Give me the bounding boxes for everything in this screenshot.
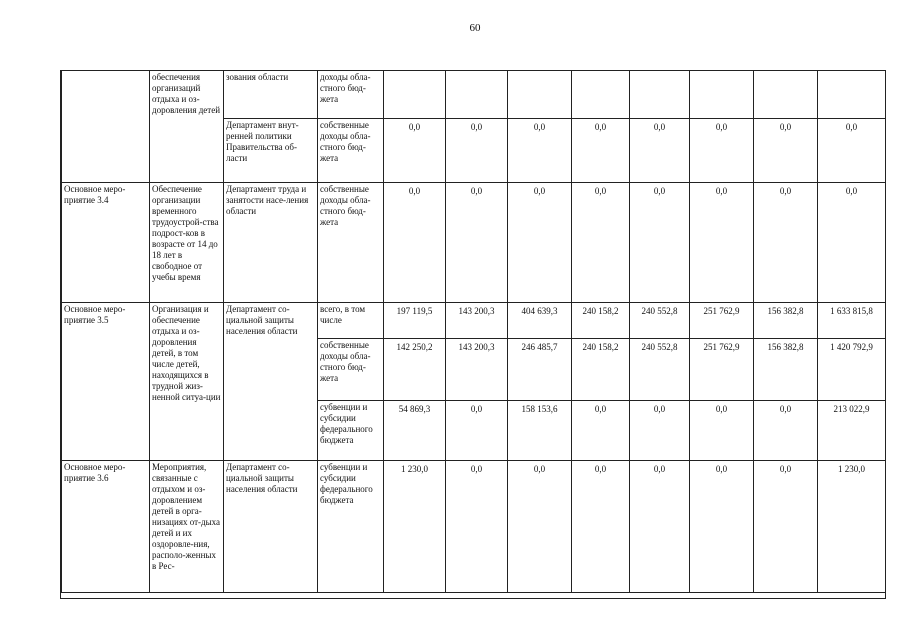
value-cell: 0,0 bbox=[572, 401, 630, 461]
value-cell: 54 869,3 bbox=[384, 401, 446, 461]
funding-source-cell: собственные доходы обла-стного бюд-жета bbox=[318, 339, 384, 401]
code-cell: Основное меро-приятие 3.4 bbox=[62, 183, 150, 303]
value-cell bbox=[572, 71, 630, 119]
value-cell: 0,0 bbox=[508, 119, 572, 183]
value-cell: 404 639,3 bbox=[508, 303, 572, 339]
value-cell bbox=[630, 71, 690, 119]
value-cell: 240 552,8 bbox=[630, 303, 690, 339]
value-cell: 143 200,3 bbox=[446, 303, 508, 339]
value-cell: 251 762,9 bbox=[690, 339, 754, 401]
value-cell: 213 022,9 bbox=[818, 401, 886, 461]
funding-source-cell: собственные доходы обла-стного бюд-жета bbox=[318, 183, 384, 303]
value-cell: 0,0 bbox=[754, 401, 818, 461]
value-cell: 0,0 bbox=[630, 401, 690, 461]
value-cell: 156 382,8 bbox=[754, 339, 818, 401]
value-cell: 1 420 792,9 bbox=[818, 339, 886, 401]
funding-source-cell: всего, в том числе bbox=[318, 303, 384, 339]
funding-source-cell: собственные доходы обла-стного бюд-жета bbox=[318, 119, 384, 183]
value-cell: 0,0 bbox=[446, 401, 508, 461]
value-cell: 0,0 bbox=[446, 461, 508, 593]
activity-name-cell: Обеспечение организации временного трудоустрой-ства подрост-ков в возрасте от 14 до 18 лет в свободное от учебы время bbox=[150, 183, 224, 303]
value-cell: 0,0 bbox=[690, 461, 754, 593]
table-row bbox=[62, 71, 886, 119]
funding-source-cell: доходы обла-стного бюд-жета bbox=[318, 71, 384, 119]
value-cell: 0,0 bbox=[572, 461, 630, 593]
value-cell: 156 382,8 bbox=[754, 303, 818, 339]
value-cell bbox=[818, 71, 886, 119]
value-cell: 240 158,2 bbox=[572, 303, 630, 339]
executor-cell: Департамент со-циальной защиты населения области bbox=[224, 461, 318, 593]
value-cell: 158 153,6 bbox=[508, 401, 572, 461]
value-cell: 1 633 815,8 bbox=[818, 303, 886, 339]
code-cell: Основное меро-приятие 3.5 bbox=[62, 303, 150, 461]
value-cell bbox=[508, 71, 572, 119]
table-row bbox=[62, 183, 886, 303]
value-cell bbox=[384, 71, 446, 119]
value-cell: 0,0 bbox=[818, 119, 886, 183]
value-cell: 0,0 bbox=[690, 119, 754, 183]
value-cell bbox=[754, 71, 818, 119]
value-cell bbox=[690, 71, 754, 119]
value-cell: 142 250,2 bbox=[384, 339, 446, 401]
activity-name-cell: Организация и обеспечение отдыха и оз-доровления детей, в том числе детей, находящихся в трудной жиз-ненной ситуа-ции bbox=[150, 303, 224, 461]
executor-cell: Департамент со-циальной защиты населения области bbox=[224, 303, 318, 461]
executor-cell: Департамент труда и занятости насе-ления области bbox=[224, 183, 318, 303]
activity-name-cell: Мероприятия, связанные с отдыхом и оз-доровлением детей в орга-низациях от-дыха детей и их оздоровле-ния, располо-женных в Рес- bbox=[150, 461, 224, 593]
value-cell: 0,0 bbox=[446, 119, 508, 183]
value-cell: 0,0 bbox=[630, 461, 690, 593]
executor-cell: Департамент внут-ренней политики Правительства об-ласти bbox=[224, 119, 318, 183]
value-cell: 0,0 bbox=[690, 183, 754, 303]
value-cell: 240 552,8 bbox=[630, 339, 690, 401]
value-cell: 0,0 bbox=[384, 183, 446, 303]
budget-table bbox=[61, 70, 886, 593]
value-cell: 197 119,5 bbox=[384, 303, 446, 339]
value-cell: 0,0 bbox=[508, 183, 572, 303]
value-cell: 0,0 bbox=[384, 119, 446, 183]
code-cell bbox=[62, 71, 150, 183]
value-cell: 1 230,0 bbox=[384, 461, 446, 593]
funding-source-cell: субвенции и субсидии федерального бюджета bbox=[318, 401, 384, 461]
executor-cell: зования области bbox=[224, 71, 318, 119]
value-cell: 0,0 bbox=[818, 183, 886, 303]
funding-source-cell: субвенции и субсидии федерального бюджета bbox=[318, 461, 384, 593]
value-cell: 0,0 bbox=[572, 183, 630, 303]
table-row bbox=[62, 461, 886, 593]
budget-table-container bbox=[60, 70, 886, 599]
value-cell: 246 485,7 bbox=[508, 339, 572, 401]
value-cell: 143 200,3 bbox=[446, 339, 508, 401]
value-cell: 0,0 bbox=[630, 119, 690, 183]
value-cell: 0,0 bbox=[754, 461, 818, 593]
value-cell: 0,0 bbox=[572, 119, 630, 183]
table-row bbox=[62, 303, 886, 339]
value-cell: 0,0 bbox=[508, 461, 572, 593]
value-cell: 0,0 bbox=[754, 119, 818, 183]
value-cell: 0,0 bbox=[754, 183, 818, 303]
value-cell bbox=[446, 71, 508, 119]
value-cell: 0,0 bbox=[630, 183, 690, 303]
value-cell: 0,0 bbox=[690, 401, 754, 461]
activity-name-cell: обеспечения организаций отдыха и оз-доровления детей bbox=[150, 71, 224, 183]
value-cell: 1 230,0 bbox=[818, 461, 886, 593]
code-cell: Основное меро-приятие 3.6 bbox=[62, 461, 150, 593]
value-cell: 240 158,2 bbox=[572, 339, 630, 401]
value-cell: 0,0 bbox=[446, 183, 508, 303]
value-cell: 251 762,9 bbox=[690, 303, 754, 339]
page-number: 60 bbox=[469, 22, 481, 34]
